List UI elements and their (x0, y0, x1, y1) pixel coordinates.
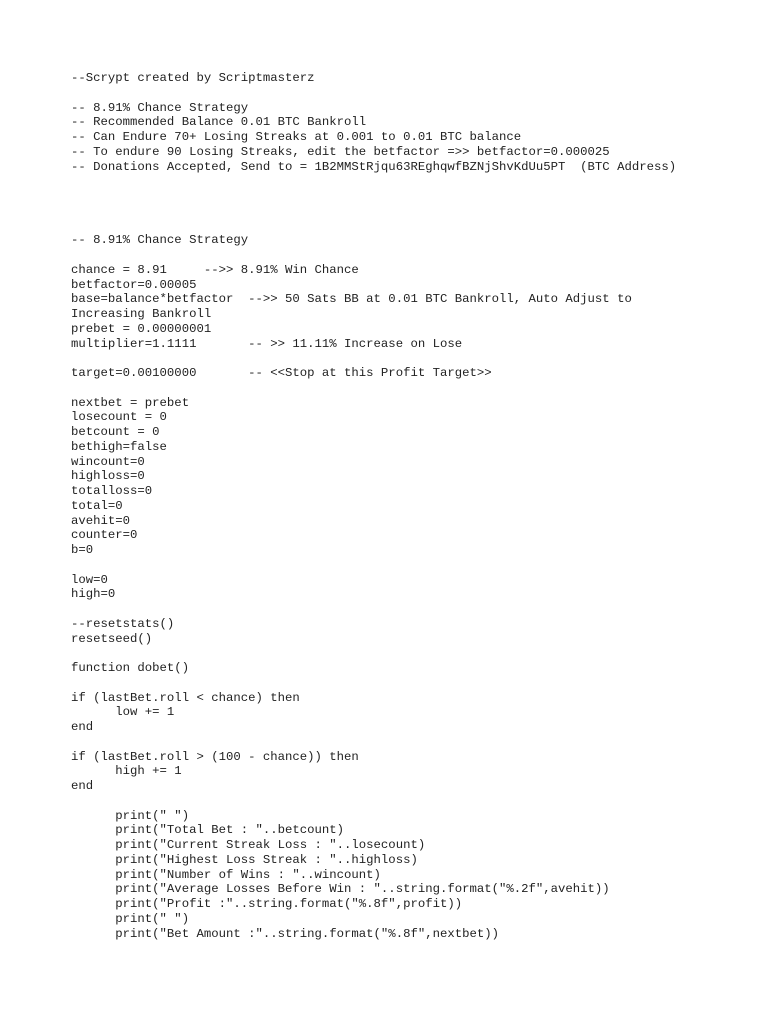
if-low-block (71, 691, 751, 735)
variable-line: nextbet = prebet (71, 395, 190, 410)
low-high-line: high=0 (71, 587, 116, 602)
variable-line: b=0 (71, 543, 94, 557)
if-low-line: end (71, 720, 94, 734)
if-high-line: end (71, 779, 94, 793)
config-line: base=balance*betfactor -->> 50 Sats BB at 0.01 BTC Bankroll, Auto Adjust to (71, 292, 632, 307)
variable-line: totalloss=0 (71, 484, 153, 498)
config-line: prebet = 0.00000001 (71, 321, 212, 336)
print-line: print("Number of Wins : "..wincount) (71, 867, 381, 882)
print-line: print("Highest Loss Streak : "..highloss) (71, 852, 418, 867)
config-line: Increasing Bankroll (71, 307, 212, 321)
strategy-title-block (71, 233, 751, 248)
header-line: --Scrypt created by Scriptmasterz (71, 71, 315, 85)
reset-line: --resetstats() (71, 616, 175, 631)
function-decl-line: function dobet() (71, 661, 190, 675)
note-line: -- Can Endure 70+ Losing Streaks at 0.001 to 0.01 BTC balance (71, 130, 522, 144)
script-document (71, 71, 751, 941)
note-line: -- 8.91% Chance Strategy (71, 100, 249, 115)
variable-line: avehit=0 (71, 513, 131, 528)
variable-line: betcount = 0 (71, 425, 160, 439)
print-line: print("Bet Amount :"..string.format("%.8f",nextbet)) (71, 926, 500, 941)
note-line: -- Recommended Balance 0.01 BTC Bankroll (71, 115, 367, 130)
header-block (71, 71, 751, 86)
note-line: -- To endure 90 Losing Streaks, edit the betfactor =>> betfactor=0.000025 (71, 144, 610, 159)
print-line: print("Total Bet : "..betcount) (71, 823, 345, 838)
strategy-title-line: -- 8.91% Chance Strategy (71, 233, 249, 248)
prints-block (71, 809, 751, 942)
print-line: print("Current Streak Loss : "..losecount) (71, 838, 426, 852)
print-line: print(" ") (71, 808, 190, 823)
print-line: print("Profit :"..string.format("%.8f",profit)) (71, 897, 463, 911)
variable-line: losecount = 0 (71, 410, 167, 425)
target-block (71, 366, 751, 381)
reset-block (71, 617, 751, 647)
print-line: print("Average Losses Before Win : "..string.format("%.2f",avehit)) (71, 882, 610, 897)
variable-line: bethigh=false (71, 439, 167, 454)
variables-block (71, 396, 751, 558)
if-high-line: high += 1 (71, 764, 182, 779)
config-line: chance = 8.91 -->> 8.91% Win Chance (71, 262, 359, 277)
variable-line: highloss=0 (71, 469, 145, 484)
notes-block (71, 101, 751, 175)
if-high-block (71, 750, 751, 794)
reset-line: resetseed() (71, 631, 153, 646)
low-high-block (71, 573, 751, 603)
config-block (71, 263, 751, 352)
if-high-line: if (lastBet.roll > (100 - chance)) then (71, 749, 359, 764)
config-line: betfactor=0.00005 (71, 277, 197, 292)
function-decl-block (71, 661, 751, 676)
if-low-line: if (lastBet.roll < chance) then (71, 690, 300, 705)
variable-line: counter=0 (71, 528, 138, 543)
note-line: -- Donations Accepted, Send to = 1B2MMStRjqu63REghqwfBZNjShvKdUu5PT (BTC Address) (71, 159, 677, 174)
if-low-line: low += 1 (71, 705, 175, 720)
variable-line: total=0 (71, 498, 123, 513)
target-line: target=0.00100000 -- <<Stop at this Profit Target>> (71, 366, 492, 380)
low-high-line: low=0 (71, 572, 108, 587)
print-line: print(" ") (71, 911, 190, 926)
variable-line: wincount=0 (71, 454, 145, 469)
config-line: multiplier=1.1111 -- >> 11.11% Increase on Lose (71, 336, 463, 351)
